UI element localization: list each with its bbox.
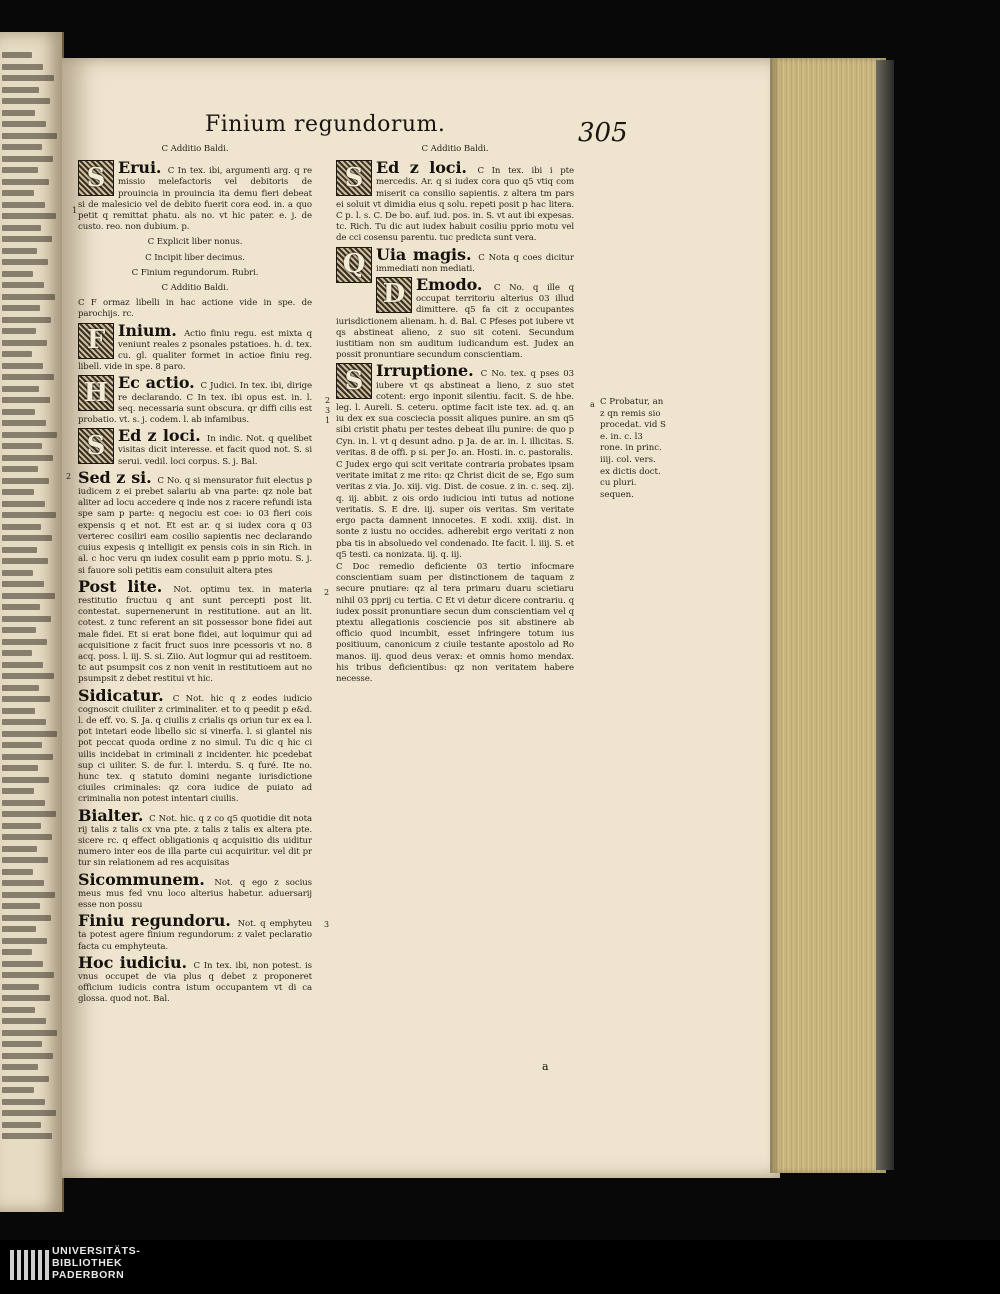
facing-page-text-line	[2, 386, 39, 392]
facing-page-text-line	[2, 1099, 45, 1105]
facing-page-text-line	[2, 202, 45, 208]
facing-page-text-line	[2, 524, 41, 530]
facing-page-text-line	[2, 478, 49, 484]
facing-page-text-line	[2, 225, 41, 231]
facing-page-text-line	[2, 363, 43, 369]
paragraph-text: C In tex. ibi, argumenti arg. q re missio melefactoris vel debitoris de prouincia in prouincia ita demu fieri debeat si de malesicio vel de debito fuerit cora eod. in. a quo petit q remittat phatu. als no. vt hic pater. e. j. de custo. reo. non dubium. p.	[78, 166, 312, 233]
paragraph-text: C Judici. In tex. ibi, dirige re declarando. C In tex. ibi opus est. in. l. seq. necessaria sunt obscura. qr diffi cilis est probatio. vt. s. j. codem. l. ab infamibus.	[78, 381, 312, 426]
facing-page-text-line	[2, 1110, 56, 1116]
paragraph-text: C In tex. ibi, non potest. is vnus occupet de via plus q debet z proponeret officium iudicis contra istum occupantem vt di ca glossa. quod not. Bal.	[78, 960, 312, 1005]
facing-page-text-line	[2, 846, 37, 852]
paragraph-text: C Doc remedio deficiente 03 tertio infocmare conscientiam suam per distinctionem de taquam z secure pnutiare: qz al tera primaru duaru scietiaru nihil 03 pprij cu tertia. C Et vi detur dicere contrariu. q iudex possit pronuntiare secun dum conscientiam vel q ptextu allegationis cosciencie pos sit abstinere ab officio quod incumbit, esset infringere totum ius positiuum, canonicum z ciuile testante apostolo ad Ro manos. iij. quod deus verax: et omnis homo mendax. his tribus deficientibus: qz non veritatem habere necesse.	[336, 561, 574, 684]
facing-page-text-line	[2, 1133, 52, 1139]
library-name-line1: UNIVERSITÄTS-	[52, 1245, 141, 1257]
rubric-line: C Finium regundorum. Rubri.	[131, 267, 259, 278]
facing-page-text-line	[2, 248, 37, 254]
lemma-heading: Sed z si.	[78, 467, 158, 487]
facing-page-text-line	[2, 731, 57, 737]
lemma-heading: Bialter.	[78, 805, 150, 825]
facing-page-text-line	[2, 420, 46, 426]
facing-page-text-line	[2, 1007, 35, 1013]
lemma-heading: Ed z loci.	[376, 158, 478, 178]
facing-page-text-line	[2, 949, 32, 955]
text-paragraph	[78, 322, 312, 374]
facing-page-text-line	[2, 397, 50, 403]
facing-page-text-line	[2, 696, 50, 702]
ornamental-initial: S	[336, 363, 372, 399]
facing-page-text-line	[2, 650, 32, 656]
lemma-heading: Inium.	[118, 320, 185, 340]
paragraph-text: C In tex. ibi i pte mercedis. Ar. q si iudex cora quo q5 vtiq com miserit ca consilio sapientis. z altera tm pars ei soluit vt dimidia eius q solu. repeti posit p hac litera. C p. l. s. C. De bo. auf. iud. pos. in. S. vt aut ibi expesas. tc. Rich. Tu dic aut iudex habuit cosiliu pprio motu vel de cci cosensu parentu. tuc predicta sunt vera.	[336, 166, 574, 244]
facing-page-text-line	[2, 213, 56, 219]
facing-page-text-line	[2, 742, 42, 748]
facing-page-text-line	[2, 880, 44, 886]
text-paragraph	[78, 298, 312, 320]
text-paragraph	[78, 469, 312, 577]
facing-page-text-line	[2, 719, 46, 725]
margin-number: 1	[325, 416, 331, 425]
margin-number: 2	[66, 472, 72, 481]
facing-page-text-line	[2, 64, 43, 70]
facing-page-text-line	[2, 926, 36, 932]
paragraph-text: Not. q ego z socius meus mus fed vnu loco alterius habetur. aduersarij esse non possu	[78, 877, 312, 910]
facing-page-text-line	[2, 685, 39, 691]
library-name	[52, 1245, 140, 1281]
catchword: a	[542, 1060, 549, 1073]
facing-page-text-line	[2, 708, 35, 714]
margin-number: 2	[325, 396, 331, 405]
facing-page-text-line	[2, 593, 55, 599]
facing-page-text-line	[2, 834, 52, 840]
facing-page-text-line	[2, 1076, 49, 1082]
facing-page-text-line	[2, 75, 54, 81]
text-paragraph	[336, 244, 574, 280]
running-title: Finium regundorum.	[205, 112, 446, 137]
facing-page-text-line	[2, 639, 47, 645]
facing-page-text-line	[2, 754, 53, 760]
ornamental-initial: S	[336, 160, 372, 196]
text-paragraph	[78, 159, 312, 233]
margin-number: 3	[325, 406, 331, 415]
footer-bar	[0, 1240, 1000, 1294]
facing-page-text-line	[2, 800, 45, 806]
rubric-line: C Additio Baldi.	[161, 144, 229, 154]
rubric-line: C Additio Baldi.	[421, 144, 489, 154]
rubric-line: C Additio Baldi.	[161, 283, 229, 294]
facing-page-text-line	[2, 455, 53, 461]
facing-page-text-line	[2, 144, 42, 150]
paragraph-text: C Not. hic. q z co q5 quotidie dit nota rij talis z talis cx vna pte. z talis z talis ex altera pte. sicere rc. q effect obligationis q acquisitio dis uiditur numero inter eos de illa parte cui acquiritur. vel dit pr tur sin relationem ad res acquisitas	[78, 813, 312, 869]
lemma-heading: Sidicatur.	[78, 685, 173, 705]
facing-page-text-line	[2, 271, 33, 277]
facing-page-text-line	[2, 984, 39, 990]
right-text-column	[336, 140, 574, 1065]
rubric-line: C Incipit liber decimus.	[145, 252, 245, 263]
facing-page-text-line	[2, 765, 38, 771]
paragraph-text: Not. optimu tex. in materia restitutio fructuu q ant sunt percepti post lit. contestat. supernenerunt in restitutione. aut an lit. cotest. z tunc referent an sit possessor bone fidei aut male fidei. Et si erat bone fidei, aut loquimur qui ad acquisitione z facit fruct suos inre pcessoris vt no. 8 acq. poss. l. iij. S. si. Ziio. Aut logmur qui ad restitoem. tc aut psumpsit cos z non venit in restitutioem aut no psumpsit z debet restitui vt hic.	[78, 584, 312, 685]
facing-page-text-line	[2, 52, 32, 58]
facing-page-text-line	[2, 98, 50, 104]
paragraph-text: C Not. hic q z eodes iudicio cognoscit ciuiliter z criminaliter. et to q peedit p e&d. l. de eff. vo. S. Ja. q ciuilis z crialis qs oriun tur ex ea l. pot intetari eode libello sic si vinerfa. l. si glantel nis pot peccat quoda ordine z no simul. Tu dic q hic ci uilis incidebat in criminali z incidenter. hic pcedebat sup ci uiliter. S. de fur. l. interdu. S. q furé. Ite no. hunc tex. q statuto domini negante iurisdictione ciuiles criminales: qz cora iudice de puiato ad criminalia non potest intentari ciuilis.	[78, 693, 312, 805]
facing-page-text-line	[2, 1053, 53, 1059]
left-text-column	[78, 140, 312, 1060]
facing-page-text-line	[2, 811, 56, 817]
lemma-heading: Post lite.	[78, 576, 174, 596]
paragraph-text: C F ormaz libelli in hac actione vide in spe. de parochijs. rc.	[78, 298, 312, 320]
facing-page-left	[0, 32, 64, 1212]
ornamental-initial: S	[78, 160, 114, 196]
facing-page-text-line	[2, 236, 52, 242]
facing-page-text-line	[2, 190, 34, 196]
facing-page-text-line	[2, 961, 43, 967]
paragraph-text: C Judex ergo qui scit veritate contraria probates ipsam veritate imitat z me rito: qz Christ dicit de se, Ego sum veritas z via. Jo. xiij. vig. Dist. de cosue. z in. c. seq. zij. q. iij. abbit. z ois ordo iudiciou inti tutus ad notione veritatis. S. E dre. iij. super ois veritas. Sm veritate ergo pacta damnent innocetes. E xodi. xxiij. dist. in sonte z iustu no occides. adherebit ergo veritati z non pba tis in absoluedo vel condenado. Ite facit. l. iiij. S. et q5 testi. ca nonizata. iij. q. iij.	[336, 460, 574, 560]
text-paragraph	[78, 427, 312, 468]
facing-page-text-line	[2, 570, 33, 576]
facing-page-text-line	[2, 340, 47, 346]
paragraph-text: Not. q emphyteu ta potest agere finium regundorum: z valet peclaratio facta cu emphyteuta.	[78, 919, 312, 952]
ornamental-initial: H	[78, 375, 114, 411]
lemma-heading: Finiu regundoru.	[78, 911, 238, 931]
facing-page-text-line	[2, 662, 43, 668]
facing-page-text-line	[2, 328, 36, 334]
facing-page-text-line	[2, 179, 49, 185]
facing-page-text-line	[2, 857, 48, 863]
facing-page-text-line	[2, 869, 33, 875]
facing-page-text-line	[2, 892, 55, 898]
facing-page-text-line	[2, 121, 46, 127]
ornamental-initial: S	[78, 428, 114, 464]
lemma-heading: Emodo.	[416, 275, 494, 295]
facing-page-text-line	[2, 443, 42, 449]
lemma-heading: Sicommunem.	[78, 869, 215, 889]
margin-note: C Probatur, an z qn remis sio procedat. vid S e. in. c. l3 rone. in princ. iiij. col. vers. ex dictis doct. cu pluri. sequen.	[600, 397, 666, 500]
facing-page-text-line	[2, 1030, 57, 1036]
folio-number: 305	[578, 118, 628, 148]
facing-page-text-line	[2, 1064, 38, 1070]
text-paragraph	[336, 562, 574, 685]
facing-page-text-line	[2, 282, 44, 288]
text-paragraph	[336, 460, 574, 561]
paragraph-text: C No. q si mensurator fuit electus p iudicem z ei prebet salariu ab vna parte: qz nole bat aliter ad locu accedere q inde nos z racere refundi ista spe sam p parte: q negociu est coe: io 03 fieri cois expensis q et not. Et est ar. q si iudex cora q 03 verterec cosiliri eam cosilio sapientis nec declarando cuius expesis q intelligit ex pensis cois in sin Rich. in al. c hoc veru qn iudex cosulit eam p pprio motu. S. j. si fauore soli petitis eam consuluit altera ptes	[78, 475, 312, 576]
page-block-edge	[770, 58, 886, 1173]
text-paragraph	[78, 374, 312, 426]
facing-page-text-line	[2, 823, 41, 829]
facing-page-text-line	[2, 995, 50, 1001]
facing-page-text-line	[2, 616, 51, 622]
facing-page-text-line	[2, 938, 47, 944]
facing-page-text-line	[2, 1018, 46, 1024]
paragraph-text: C No. q ille q occupat territoriu alterius 03 illud dimittere. q5 fa cit z occupantes iurisdictionem alienam. h. d. Bal. C Pfeses pot iubere vt qs abstineat alieno, z suo sit coteni. Secundum iustitiam non sm auditum iudicandum est. Judex an possit pronuntiare secundum conscientiam.	[336, 283, 574, 361]
lemma-heading: Ed z loci.	[118, 426, 207, 446]
library-name-line3: PADERBORN	[52, 1269, 125, 1281]
facing-page-text-line	[2, 1087, 34, 1093]
lemma-heading: Uia magis.	[376, 244, 479, 264]
facing-page-text-line	[2, 903, 40, 909]
facing-page-text-line	[2, 788, 34, 794]
facing-page-text-line	[2, 167, 38, 173]
facing-page-text-line	[2, 915, 51, 921]
facing-page-text-line	[2, 604, 40, 610]
margin-number: 2	[324, 588, 330, 597]
ornamental-initial: Q	[336, 247, 372, 283]
text-paragraph	[78, 954, 312, 1006]
margin-number: 3	[324, 920, 330, 929]
facing-page-text-line	[2, 317, 51, 323]
facing-page-text-line	[2, 1122, 41, 1128]
facing-page-text-line	[2, 432, 57, 438]
facing-page-text-line	[2, 547, 37, 553]
facing-page-text-line	[2, 673, 54, 679]
facing-page-text-line	[2, 501, 45, 507]
facing-page-text-line	[2, 409, 35, 415]
facing-page-text-line	[2, 87, 39, 93]
library-logo-icon	[10, 1250, 49, 1280]
paragraph-text: C No. tex. q pses 03 iubere vt qs abstineat a lieno, z suo stet cotent: ergo inponit silentiu. facit. S. de hbe. leg. l. Aureli. S. ceteru. optime facit iste tex. ad. q. an iu dex ex sua cosciecia possit aliques punire. an sm q5 sibi cristit phatu per testes debeat illu punire: de quo p Cyn. in. l. vt q desunt adno. p Ja. de ar. in. l. illicitas. S. veritas. 8 de offi. p si. per Jo. an. Hosti. in. c. pastoralis.	[336, 369, 574, 458]
ornamental-initial: D	[376, 277, 412, 313]
facing-page-text-line	[2, 972, 54, 978]
paragraph-text: Actio finiu regu. est mixta q veniunt reales z psonales pstatioes. h. d. tex. cu. gl. qualiter formet in actioe finiu reg. libell. vide in spe. 8 paro.	[78, 328, 312, 373]
facing-page-text-line	[2, 374, 54, 380]
facing-page-text-line	[2, 466, 38, 472]
text-paragraph	[78, 687, 312, 806]
facing-page-text-line	[2, 305, 40, 311]
facing-page-text-line	[2, 777, 49, 783]
lemma-heading: Erui.	[118, 158, 168, 178]
text-paragraph	[78, 871, 312, 912]
facing-page-text-line	[2, 294, 55, 300]
lemma-heading: Irruptione.	[376, 361, 481, 381]
library-name-line2: BIBLIOTHEK	[52, 1257, 123, 1269]
paragraph-text: C Nota q coes dicitur immediati non mediati.	[376, 252, 574, 274]
facing-page-text-line	[2, 110, 35, 116]
ornamental-initial: F	[78, 323, 114, 359]
facing-page-text-line	[2, 558, 48, 564]
text-paragraph	[78, 912, 312, 953]
cover-shadow	[876, 60, 894, 1170]
facing-page-text-line	[2, 627, 36, 633]
facing-page-text-line	[2, 1041, 42, 1047]
facing-page-text-line	[2, 581, 44, 587]
facing-page-text-line	[2, 489, 34, 495]
facing-page-text-line	[2, 351, 32, 357]
margin-number: 1	[72, 206, 78, 215]
rubric-line: C Explicit liber nonus.	[147, 237, 243, 248]
facing-page-text-line	[2, 512, 56, 518]
lemma-heading: Ec actio.	[118, 373, 201, 393]
text-paragraph	[336, 159, 574, 244]
facing-page-text-line	[2, 535, 52, 541]
paragraph-text: In indic. Not. q quelibet visitas dicit interesse. et facit quod not. S. si serui. vedil. loci corpus. S. j. Bal.	[118, 434, 312, 467]
margin-number: a	[590, 400, 595, 409]
text-paragraph	[78, 578, 312, 686]
text-paragraph	[78, 807, 312, 870]
text-paragraph	[336, 276, 574, 361]
facing-page-text-line	[2, 133, 57, 139]
facing-page-text-line	[2, 259, 48, 265]
text-paragraph	[336, 362, 574, 459]
lemma-heading: Hoc iudiciu.	[78, 952, 194, 972]
facing-page-text-line	[2, 156, 53, 162]
